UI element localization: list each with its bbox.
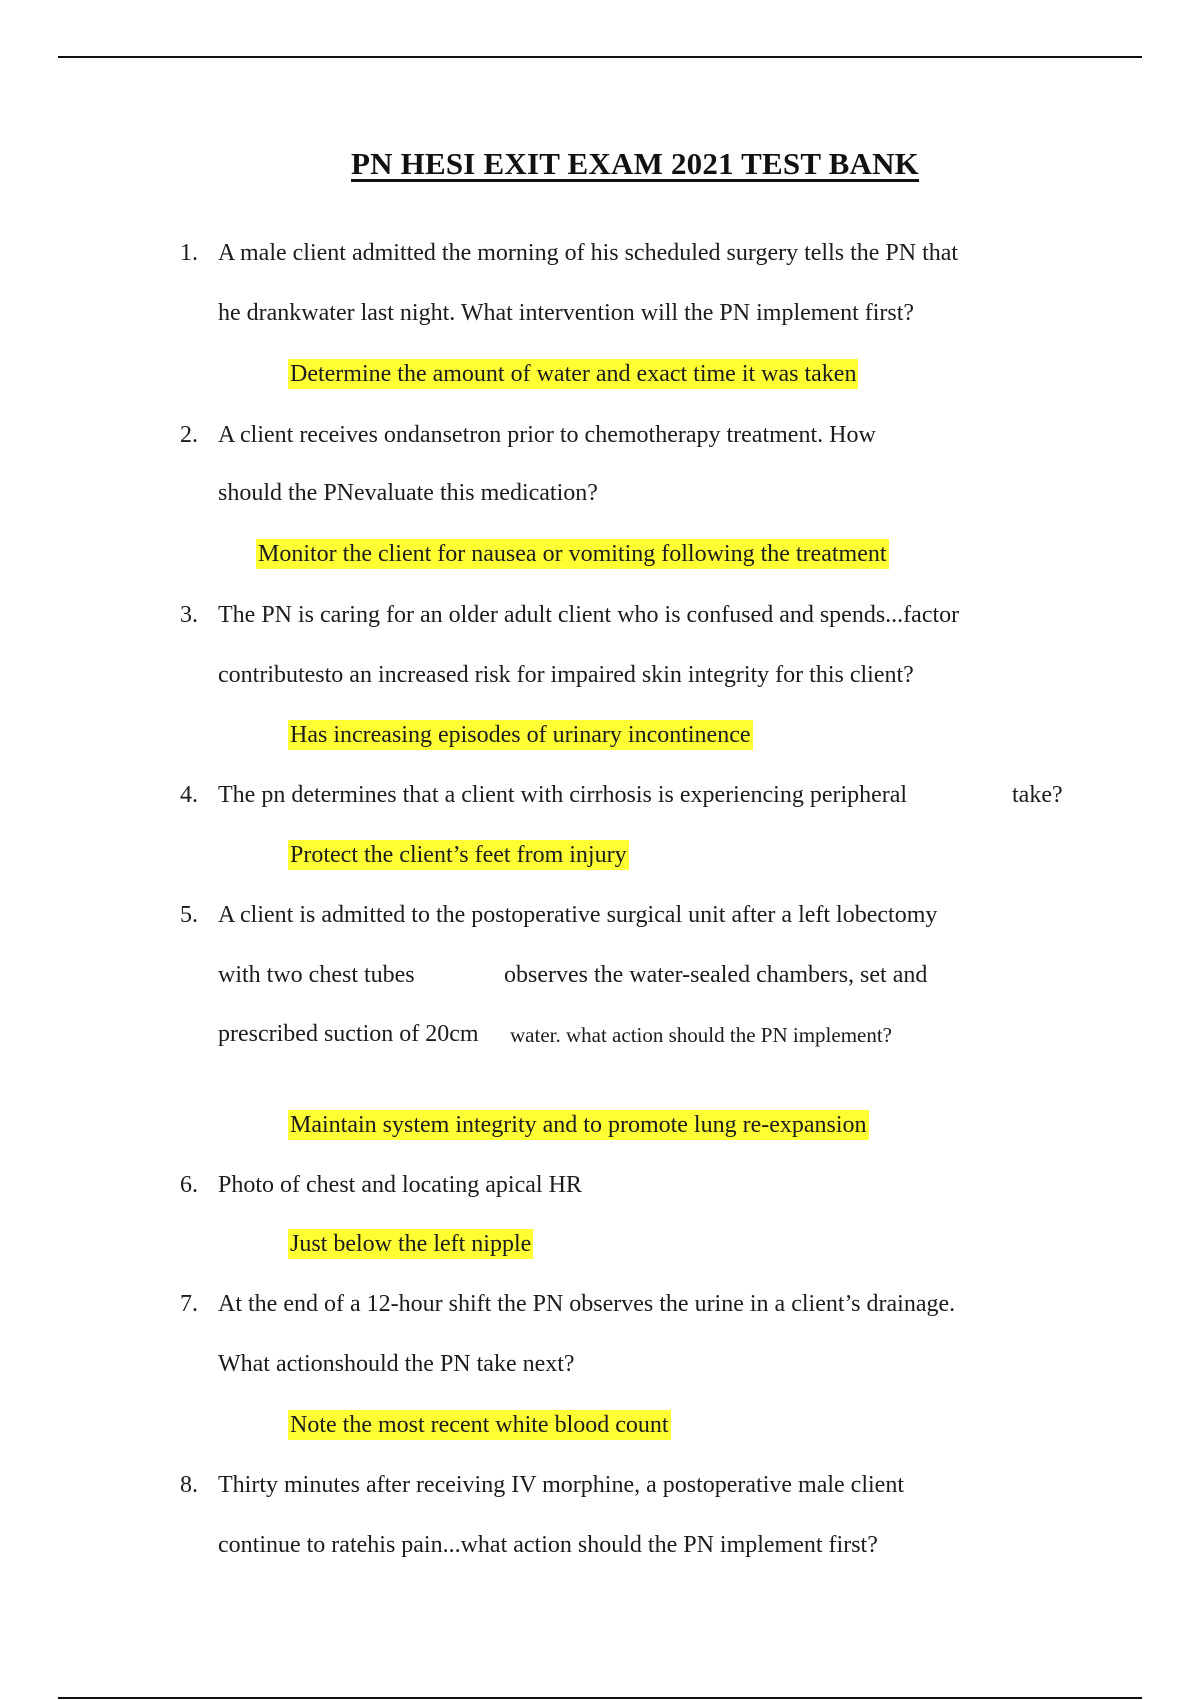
footer-rule bbox=[58, 1697, 1142, 1699]
question-text-line: contributesto an increased risk for impaired skin integrity for this client? bbox=[218, 662, 914, 688]
header-rule bbox=[58, 56, 1142, 58]
question-text-line: Thirty minutes after receiving IV morphine, a postoperative male client bbox=[218, 1472, 904, 1498]
question-text-segment: observes the water-sealed chambers, set and bbox=[504, 962, 928, 988]
question-text-line: What actionshould the PN take next? bbox=[218, 1351, 575, 1377]
question-text-tail: take? bbox=[1012, 782, 1063, 808]
question-text-line: The PN is caring for an older adult client who is confused and spends...factor bbox=[218, 602, 960, 628]
highlighted-answer: Monitor the client for nausea or vomiting following the treatment bbox=[258, 541, 887, 567]
question-text-line: The pn determines that a client with cirrhosis is experiencing peripheral bbox=[218, 782, 908, 808]
question-text-line: with two chest tubes bbox=[218, 962, 415, 988]
highlighted-answer: Note the most recent white blood count bbox=[290, 1412, 669, 1438]
question-number: 5. bbox=[180, 902, 198, 928]
question-text-line: he drankwater last night. What intervention will the PN implement first? bbox=[218, 300, 915, 326]
question-text-line: A client receives ondansetron prior to chemotherapy treatment. How bbox=[218, 422, 876, 448]
question-text-line: continue to ratehis pain...what action should the PN implement first? bbox=[218, 1532, 878, 1558]
question-number: 3. bbox=[180, 602, 198, 628]
question-text-line: Photo of chest and locating apical HR bbox=[218, 1172, 582, 1198]
question-number: 4. bbox=[180, 782, 198, 808]
question-number: 8. bbox=[180, 1472, 198, 1498]
question-text-line: A male client admitted the morning of his scheduled surgery tells the PN that bbox=[218, 240, 959, 266]
highlighted-answer: Has increasing episodes of urinary incontinence bbox=[290, 722, 751, 748]
question-text-line: At the end of a 12-hour shift the PN observes the urine in a client’s drainage. bbox=[218, 1291, 956, 1317]
question-text-line: A client is admitted to the postoperative surgical unit after a left lobectomy bbox=[218, 902, 938, 928]
highlighted-answer: Determine the amount of water and exact time it was taken bbox=[290, 361, 857, 387]
question-number: 2. bbox=[180, 422, 198, 448]
question-text-small: water. what action should the PN implement? bbox=[510, 1023, 892, 1047]
question-number: 1. bbox=[180, 240, 198, 266]
highlighted-answer: Maintain system integrity and to promote lung re-expansion bbox=[290, 1112, 867, 1138]
question-text-line: should the PNevaluate this medication? bbox=[218, 480, 598, 506]
document-title: PN HESI EXIT EXAM 2021 TEST BANK bbox=[351, 146, 919, 181]
highlighted-answer: Just below the left nipple bbox=[290, 1231, 532, 1257]
question-text-line: prescribed suction of 20cm bbox=[218, 1021, 479, 1047]
question-number: 7. bbox=[180, 1291, 198, 1317]
highlighted-answer: Protect the client’s feet from injury bbox=[290, 842, 627, 868]
question-number: 6. bbox=[180, 1172, 198, 1198]
